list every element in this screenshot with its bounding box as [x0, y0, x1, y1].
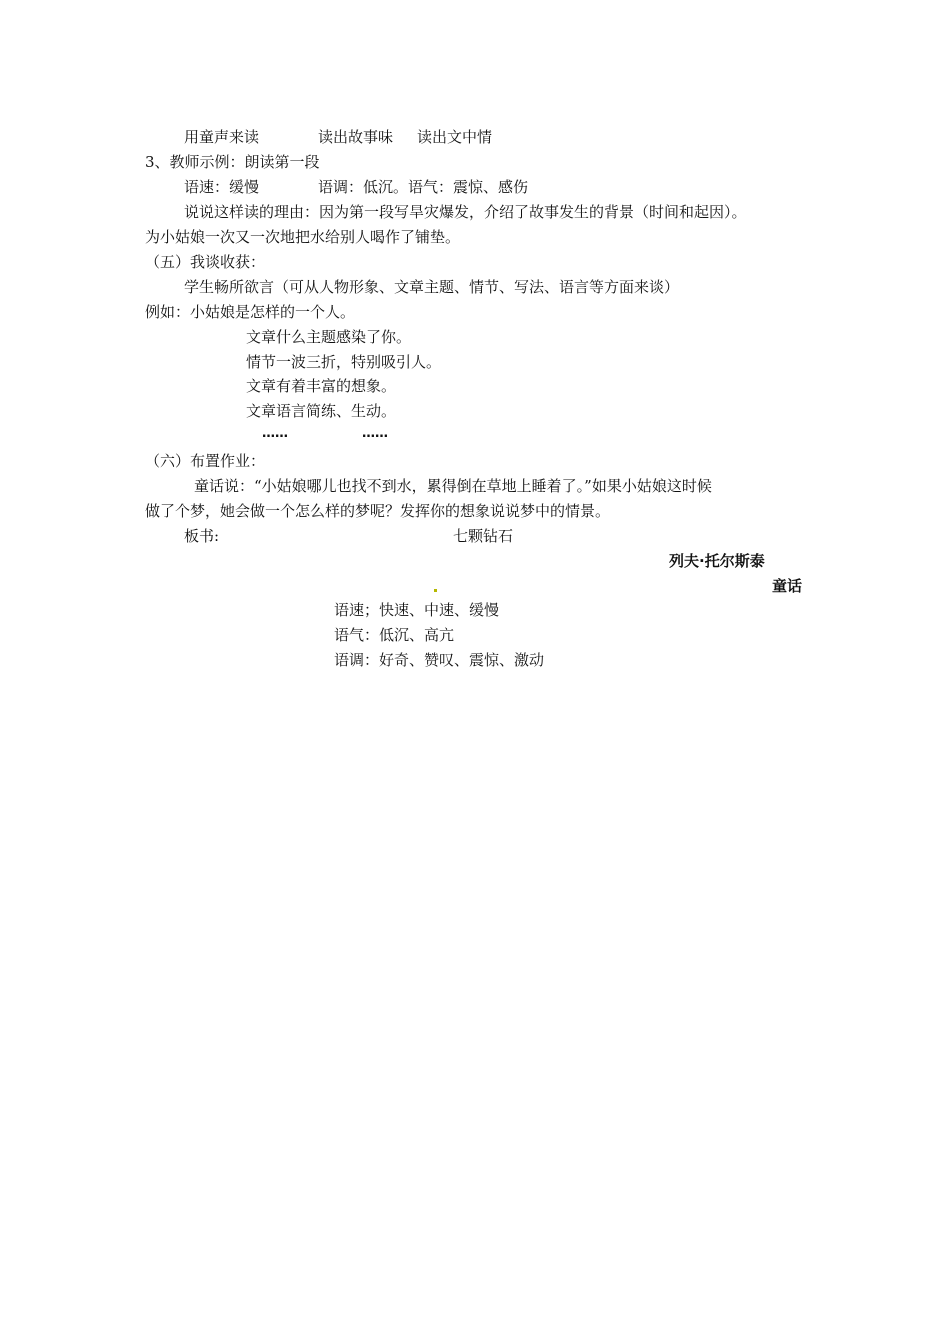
section-five-heading: （五）我谈收获： — [145, 253, 266, 271]
students-speak: 学生畅所欲言（可从人物形象、文章主题、情节、写法、语言等方面来谈） — [184, 278, 680, 296]
marker-dot — [434, 589, 437, 592]
reason-line-2: 为小姑娘一次又一次地把水给别人喝作了铺垫。 — [145, 228, 461, 246]
ellipsis-2: …… — [362, 426, 388, 441]
ellipsis-1: …… — [262, 426, 288, 441]
reading-method-3: 读出文中情 — [417, 128, 493, 146]
teacher-demo-heading: 3、教师示例：朗读第一段 — [145, 153, 320, 171]
board-intonation: 语调：好奇、赞叹、震惊、激动 — [334, 651, 545, 669]
example-plot: 情节一波三折，特别吸引人。 — [246, 353, 442, 371]
example-theme: 文章什么主题感染了你。 — [246, 328, 412, 346]
author-name: 列夫·托尔斯泰 — [669, 552, 765, 570]
genre-label: 童话 — [772, 577, 803, 595]
example-language: 文章语言简练、生动。 — [246, 402, 397, 420]
reading-method-2: 读出故事味 — [318, 128, 394, 146]
reading-method-1: 用童声来读 — [184, 128, 260, 146]
board-tone: 语气：低沉、高亢 — [334, 626, 455, 644]
blackboard-label: 板书: — [184, 527, 220, 545]
board-speed: 语速；快速、中速、缓慢 — [334, 601, 500, 619]
example-imagination: 文章有着丰富的想象。 — [246, 377, 397, 395]
tone-note: 语调：低沉。语气：震惊、感伤 — [318, 178, 529, 196]
blackboard-title: 七颗钻石 — [453, 527, 514, 545]
homework-line-1: 童话说：“小姑娘哪儿也找不到水，累得倒在草地上睡着了。”如果小姑娘这时候 — [194, 477, 712, 495]
example-line: 例如：小姑娘是怎样的一个人。 — [145, 303, 356, 321]
homework-line-2: 做了个梦，她会做一个怎么样的梦呢？发挥你的想象说说梦中的情景。 — [145, 502, 611, 520]
speed-note: 语速：缓慢 — [184, 178, 260, 196]
reason-line-1: 说说这样读的理由：因为第一段写旱灾爆发，介绍了故事发生的背景（时间和起因）。 — [184, 203, 747, 221]
section-six-heading: （六）布置作业： — [145, 452, 266, 470]
